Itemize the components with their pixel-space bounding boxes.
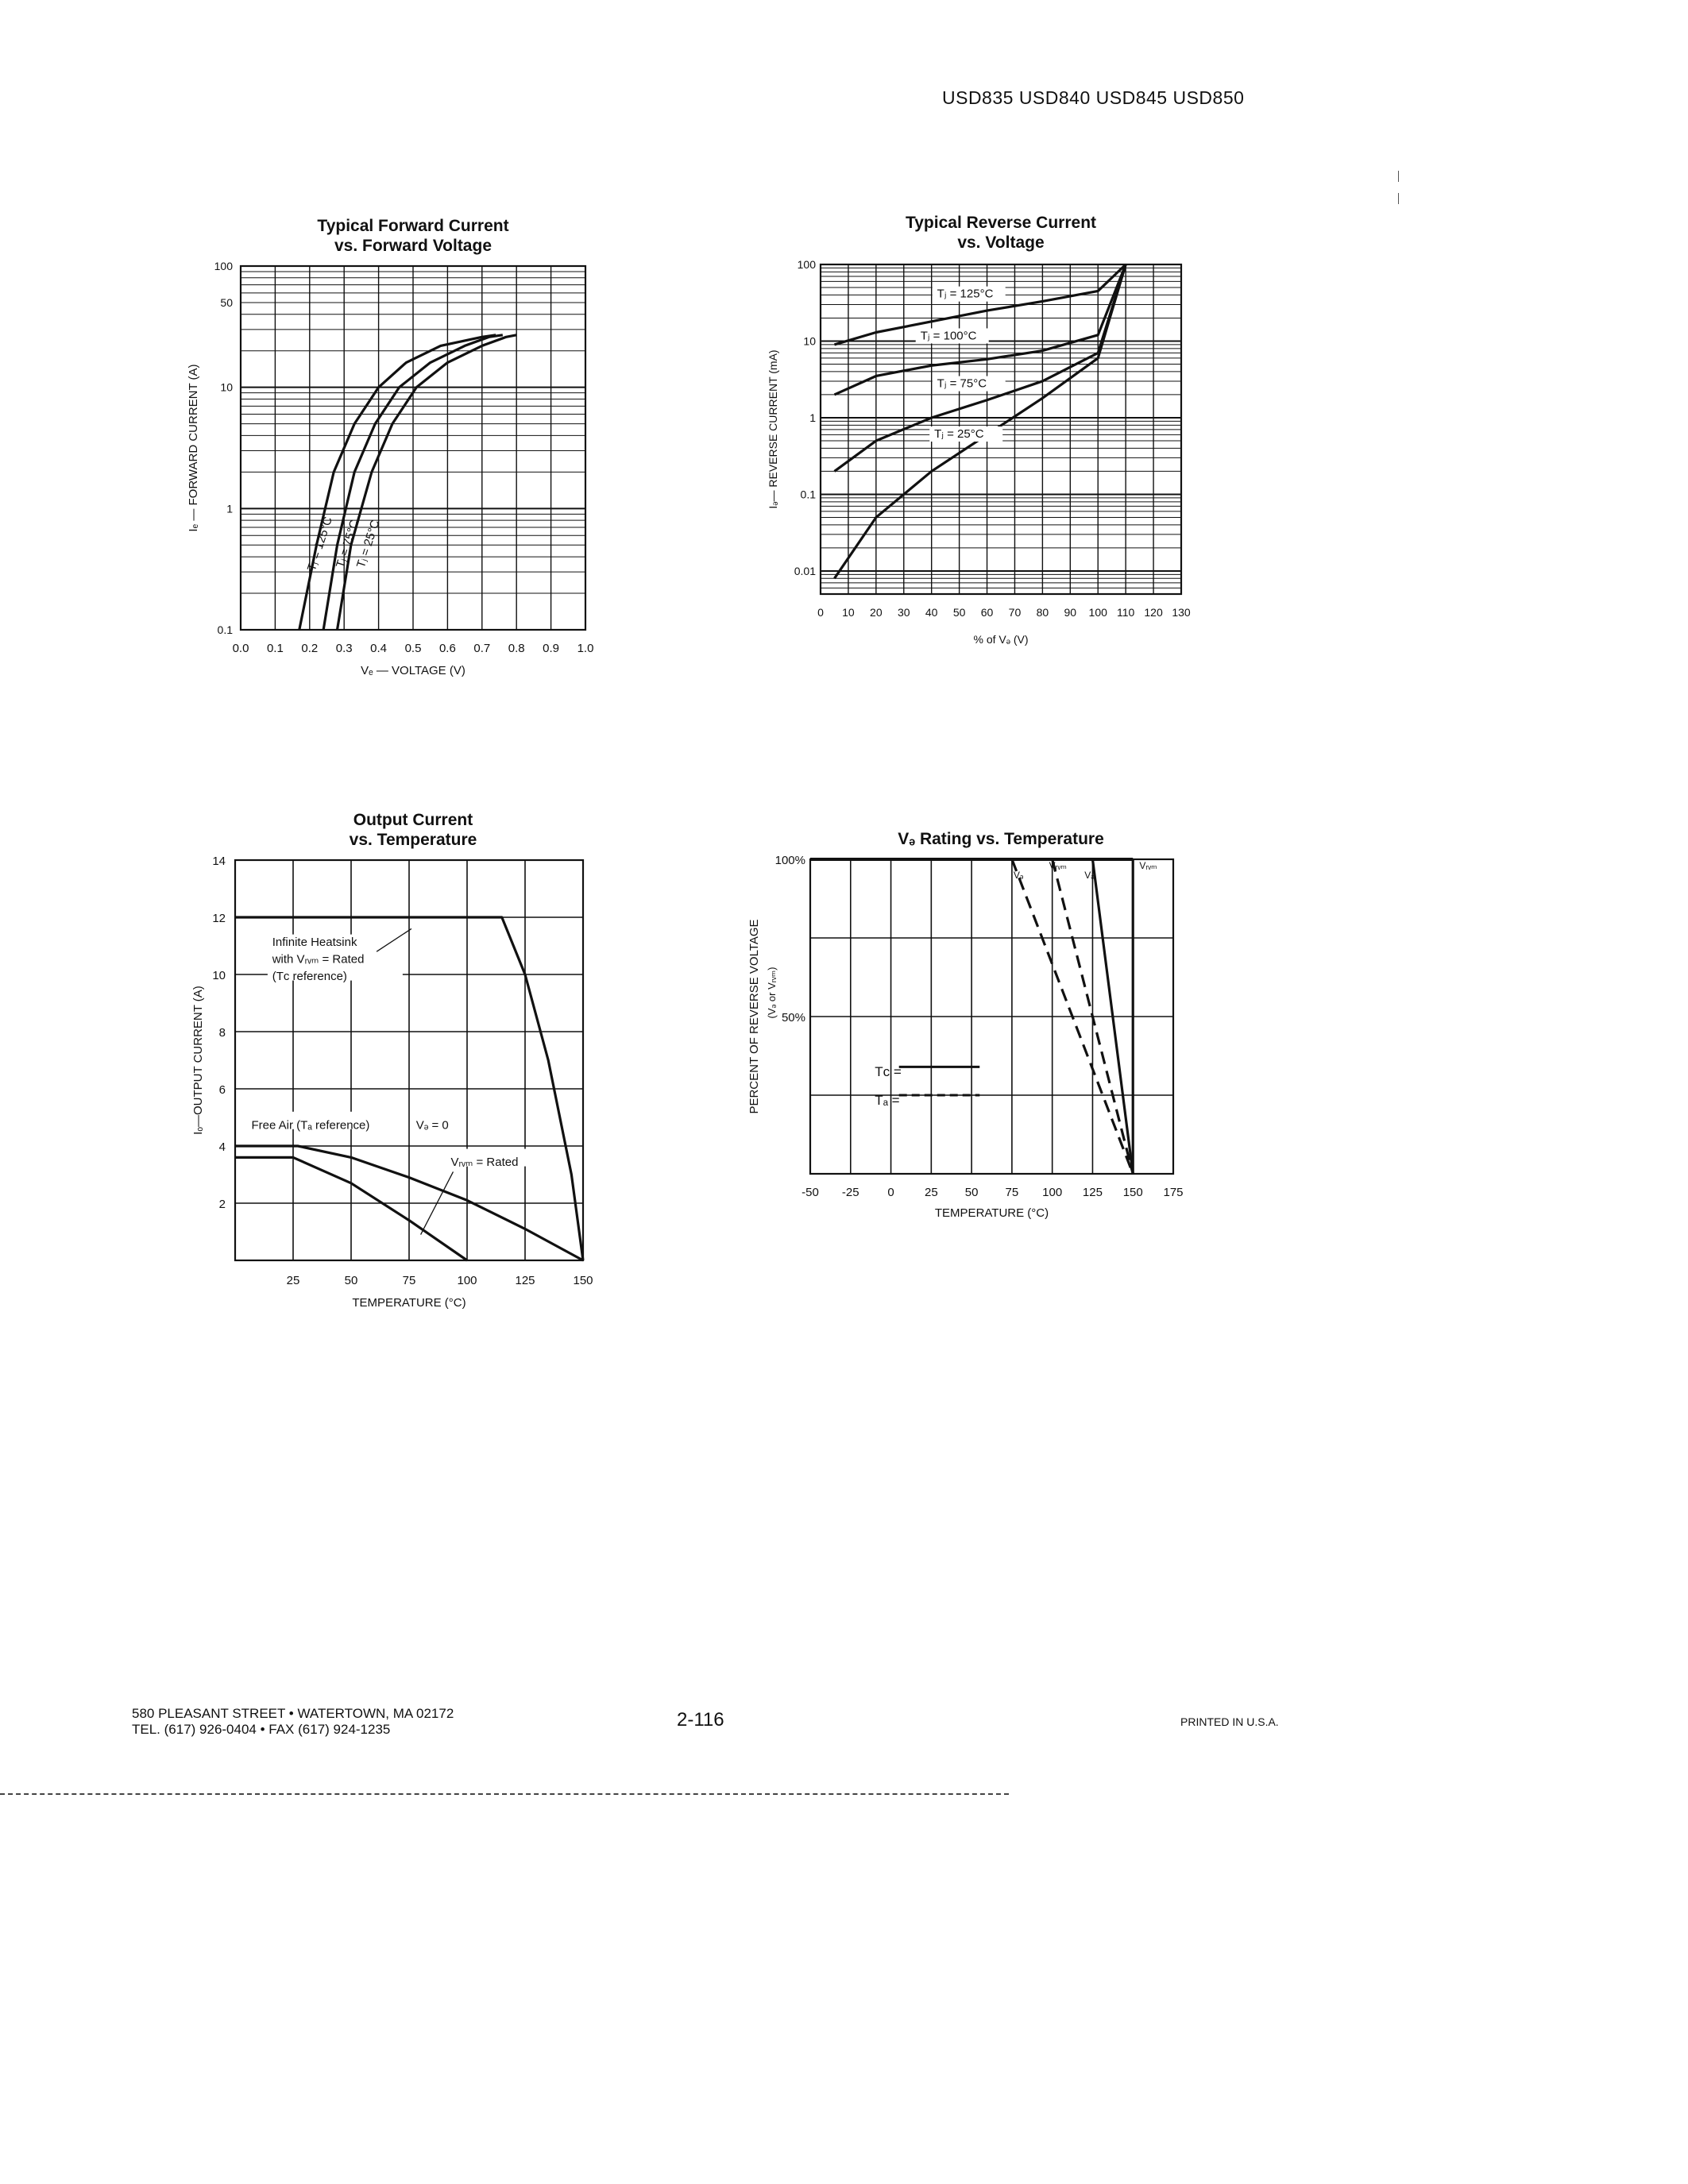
annotation-label: Infinite Heatsink (272, 936, 357, 949)
x-tick-label: 0.0 (232, 642, 249, 655)
chart-title: Typical Reverse Current (905, 214, 1097, 232)
x-tick-label: 30 (897, 606, 910, 619)
x-tick-label: 120 (1144, 606, 1163, 619)
x-tick-label: 100 (457, 1274, 477, 1287)
x-tick-label: 175 (1163, 1186, 1184, 1199)
chart-title: Vₔ Rating vs. Temperature (898, 830, 1104, 848)
y-axis-label: Iₔ— REVERSE CURRENT (mA) (767, 349, 779, 509)
x-axis-label: % of Vₔ (V) (973, 633, 1029, 646)
annotation-label: Vₔ = 0 (415, 1118, 449, 1133)
x-tick-label: 0.5 (404, 642, 422, 655)
y-axis-label: (Vₔ or Vᵣᵥₘ) (766, 967, 778, 1019)
series-label: Tⱼ = 125°C (937, 287, 994, 301)
x-tick-label: 0.1 (266, 642, 284, 655)
footer-address (132, 1706, 454, 1738)
y-tick-label: 10 (803, 334, 816, 348)
x-tick-label: 50 (344, 1274, 358, 1287)
curve-label: Vₔ (1084, 869, 1095, 881)
phone-line: TEL. (617) 926-0404 • FAX (617) 924-1235 (132, 1722, 391, 1737)
x-tick-label: 110 (1116, 606, 1135, 619)
x-tick-label: 70 (1008, 606, 1022, 619)
annotation-label: Free Air (Tₐ reference) (251, 1118, 370, 1133)
y-tick-label: 12 (212, 912, 226, 925)
x-tick-label: 0.6 (438, 642, 456, 655)
x-tick-label: 25 (286, 1274, 300, 1287)
x-tick-label: 0 (817, 606, 824, 619)
x-axis-label: TEMPERATURE (°C) (352, 1296, 466, 1310)
x-tick-label: 150 (573, 1274, 593, 1287)
x-tick-label: 0.3 (335, 642, 353, 655)
chart-title: Typical Forward Current (317, 217, 509, 235)
y-tick-label: 8 (218, 1026, 226, 1040)
y-axis-label: Iₒ—OUTPUT CURRENT (A) (191, 986, 205, 1135)
x-tick-label: 0.4 (370, 642, 388, 655)
chart-subtitle: vs. Voltage (957, 233, 1045, 252)
chart-title-vrating (826, 829, 1176, 849)
y-tick-label: 100 (214, 260, 233, 272)
x-tick-label: 1.0 (577, 642, 594, 655)
curve-label: Vᵣᵥₘ (1139, 859, 1157, 871)
y-axis-label: PERCENT OF REVERSE VOLTAGE (747, 919, 761, 1114)
series-label: Tⱼ = 100°C (920, 329, 977, 343)
y-tick-label: 1 (226, 502, 233, 515)
chart-title-output (270, 810, 556, 850)
series-label: Tⱼ = 75°C (937, 376, 987, 391)
y-tick-label: 100 (797, 258, 816, 271)
x-tick-label: 0.7 (473, 642, 491, 655)
x-tick-label: 50 (964, 1186, 979, 1199)
annotation-label: Vᵣᵥₘ = Rated (450, 1156, 519, 1170)
legend-label: Tₐ = (875, 1092, 900, 1108)
x-tick-label: 75 (1005, 1186, 1019, 1199)
y-tick-label: 10 (212, 969, 226, 982)
x-tick-label: 50 (952, 606, 966, 619)
x-tick-label: 100 (1042, 1186, 1063, 1199)
address-line: 580 PLEASANT STREET • WATERTOWN, MA 02172 (132, 1706, 454, 1721)
x-tick-label: 40 (925, 606, 938, 619)
y-tick-label: 0.01 (794, 564, 816, 577)
y-axis-label: Iₑ — FORWARD CURRENT (A) (187, 364, 200, 532)
x-tick-label: 0.2 (301, 642, 319, 655)
printed-notice: PRINTED IN U.S.A. (1180, 1715, 1279, 1728)
series-label: Tⱼ = 25°C (934, 427, 984, 442)
curve-label: Vₔ (1013, 869, 1024, 881)
page-number: 2-116 (677, 1709, 724, 1731)
series-label: Tⱼ = 25°C (353, 518, 383, 570)
part-number-header: USD835 USD840 USD845 USD850 (942, 87, 1245, 108)
chart-subtitle: vs. Forward Voltage (334, 237, 492, 255)
x-axis-label: TEMPERATURE (°C) (934, 1206, 1049, 1220)
y-tick-label: 50 (220, 295, 233, 309)
x-tick-label: -50 (802, 1186, 819, 1199)
y-tick-label: 0.1 (800, 488, 816, 501)
legend-label: Tᴄ = (875, 1064, 902, 1080)
y-tick-label: 100% (774, 854, 805, 867)
series-label: Tⱼ = 125°C (304, 515, 335, 573)
series-line (299, 335, 496, 630)
chart-title-reverse (858, 213, 1144, 253)
chart-title: Output Current (353, 811, 473, 829)
x-tick-label: 80 (1036, 606, 1049, 619)
y-tick-label: 1 (809, 411, 816, 424)
x-tick-label: 125 (1082, 1186, 1103, 1199)
x-tick-label: 10 (842, 606, 855, 619)
x-tick-label: 60 (980, 606, 994, 619)
curve-label: Vᵣᵥₘ (1049, 859, 1067, 871)
x-tick-label: 20 (870, 606, 883, 619)
series-line (338, 335, 517, 630)
y-tick-label: 0.1 (217, 623, 233, 636)
x-tick-label: -25 (841, 1186, 859, 1199)
x-tick-label: 130 (1172, 606, 1191, 619)
chart-subtitle: vs. Temperature (349, 831, 477, 849)
series-label: Tⱼ = 75°C (333, 518, 362, 570)
y-tick-label: 6 (218, 1083, 226, 1097)
x-tick-label: 0.8 (508, 642, 525, 655)
y-tick-label: 50% (781, 1011, 805, 1024)
annotation-label: (Tᴄ reference) (272, 970, 347, 984)
cut-line (0, 1793, 1009, 1795)
x-tick-label: 150 (1122, 1186, 1143, 1199)
x-tick-label: 0.9 (543, 642, 560, 655)
y-tick-label: 4 (218, 1140, 226, 1154)
x-tick-label: 25 (924, 1186, 938, 1199)
x-axis-label: Vₑ — VOLTAGE (V) (361, 664, 465, 677)
y-tick-label: 2 (218, 1198, 226, 1211)
y-tick-label: 14 (212, 855, 226, 868)
x-tick-label: 100 (1088, 606, 1107, 619)
x-tick-label: 90 (1064, 606, 1077, 619)
annotation-label: with Vᵣᵥₘ = Rated (272, 952, 365, 967)
y-tick-label: 10 (220, 380, 233, 394)
x-tick-label: 125 (515, 1274, 535, 1287)
x-tick-label: 0 (887, 1186, 894, 1199)
x-tick-label: 75 (402, 1274, 416, 1287)
